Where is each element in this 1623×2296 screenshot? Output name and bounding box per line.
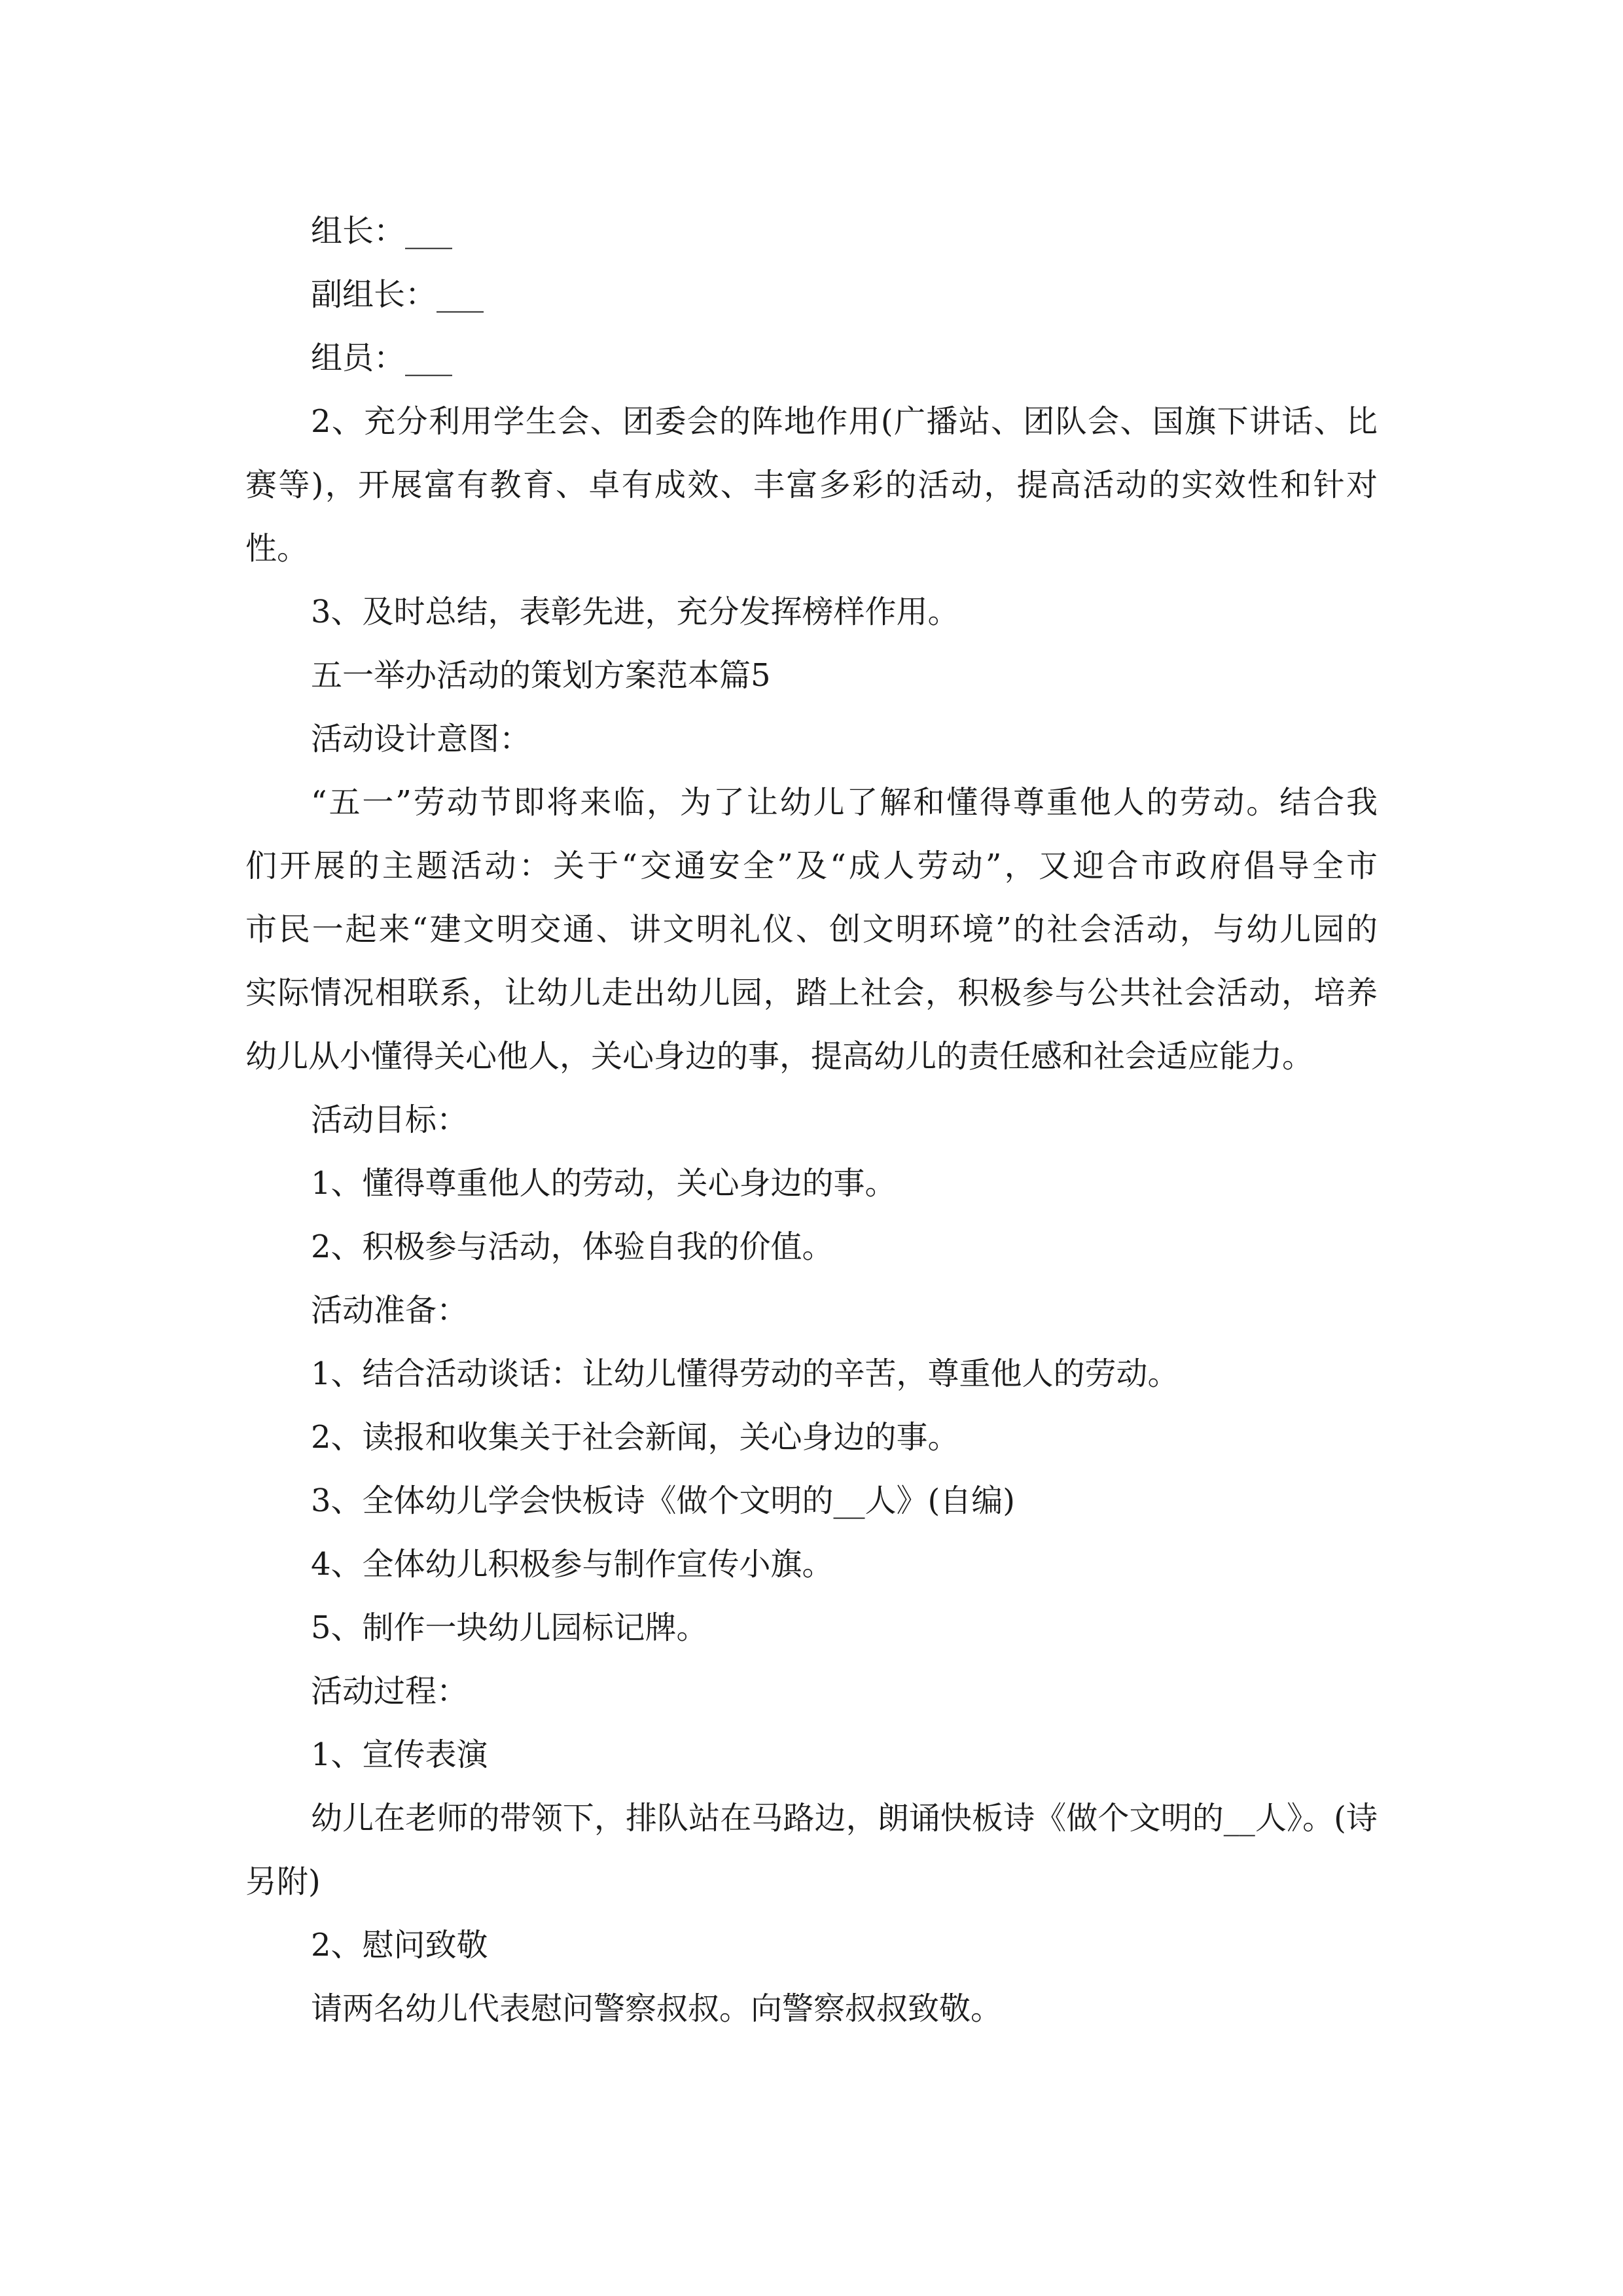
text-line-leader: 组长：___ [311,213,453,249]
list-item: 3、全体幼儿学会快板诗《做个文明的__人》(自编) [311,1482,1015,1519]
paragraph-line: 市民一起来“建文明交通、讲文明礼仪、创文明环境”的社会活动，与幼儿园的 [245,911,1378,948]
document-body [245,200,1378,2041]
paragraph-line: 2、充分利用学生会、团委会的阵地作用(广播站、团队会、国旗下讲话、比 [311,403,1378,440]
list-item: 4、全体幼儿积极参与制作宣传小旗。 [311,1546,834,1583]
paragraph-line: 实际情况相联系，让幼儿走出幼儿园，踏上社会，积极参与公共社会活动，培养 [245,975,1378,1011]
paragraph-line: 3、及时总结，表彰先进，充分发挥榜样作用。 [311,594,959,630]
list-item: 1、宣传表演 [311,1736,488,1773]
paragraph-line: “五一”劳动节即将来临，为了让幼儿了解和懂得尊重他人的劳动。结合我 [311,784,1378,821]
list-item: 2、读报和收集关于社会新闻，关心身边的事。 [311,1419,959,1456]
subheading-objectives: 活动目标： [311,1102,469,1138]
section-heading: 五一举办活动的策划方案范本篇5 [311,657,771,694]
paragraph-line: 幼儿在老师的带领下，排队站在马路边，朗诵快板诗《做个文明的__人》。(诗 [311,1800,1378,1837]
paragraph-line: 另附) [245,1863,321,1900]
paragraph-line: 请两名幼儿代表慰问警察叔叔。向警察叔叔致敬。 [311,1990,1003,2027]
list-item: 5、制作一块幼儿园标记牌。 [311,1609,708,1646]
subheading-design-intent: 活动设计意图： [311,721,531,757]
text-line-members: 组员：___ [311,340,453,376]
text-line-deputy-leader: 副组长：___ [311,276,484,313]
subheading-preparation: 活动准备： [311,1292,469,1329]
list-item: 2、慰问致敬 [311,1927,488,1964]
list-item: 2、积极参与活动，体验自我的价值。 [311,1229,834,1265]
paragraph-line: 赛等)，开展富有教育、卓有成效、丰富多彩的活动，提高活动的实效性和针对 [245,467,1378,503]
paragraph-line: 性。 [245,530,309,567]
list-item: 1、懂得尊重他人的劳动，关心身边的事。 [311,1165,897,1202]
list-item: 1、结合活动谈话：让幼儿懂得劳动的辛苦，尊重他人的劳动。 [311,1355,1179,1392]
subheading-process: 活动过程： [311,1673,469,1710]
paragraph-line: 幼儿从小懂得关心他人，关心身边的事，提高幼儿的责任感和社会适应能力。 [245,1038,1314,1075]
paragraph-line: 们开展的主题活动：关于“交通安全”及“成人劳动”，又迎合市政府倡导全市 [245,848,1378,884]
